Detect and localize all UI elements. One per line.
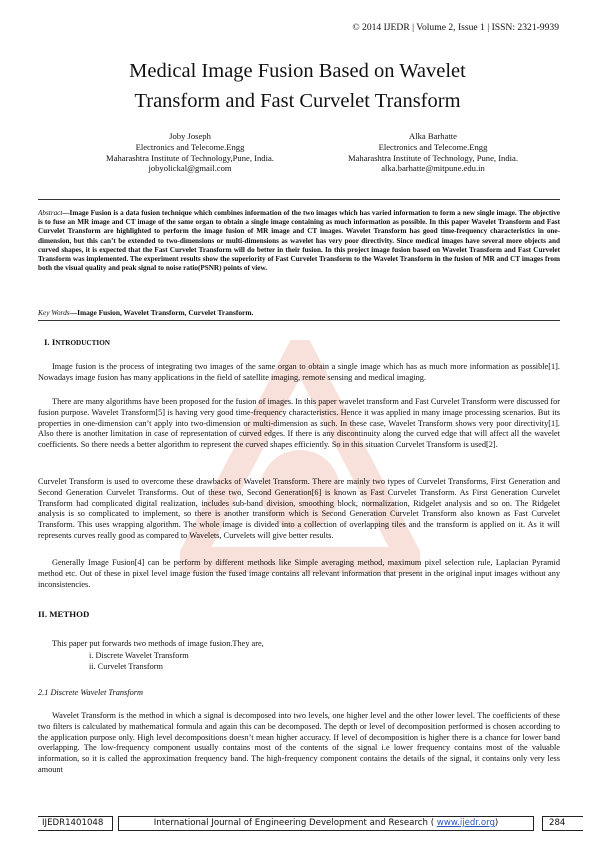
author-email[interactable]: alka.barhatte@mitpune.edu.in: [381, 163, 485, 174]
title-line-1: Medical Image Fusion Based on Wavelet: [129, 60, 466, 82]
paper-title: [0, 56, 595, 116]
dwt-paragraph: Wavelet Transform is the method in which a signal is decomposed into two levels, one higher level and the other lower level. The coefficients of these two filters is calculated by mathematical formula and again this can be decomposed. The depth or level of decomposition performed is chosen according to the application purpose only. High level decompositions doesn’t mean higher accuracy. If level of decomposition is higher there is a chance for lower band overlapping. The low-frequency component usually contains most of the contents of the signal i.e lower frequency contains most of the valuable information, so it is called the approximation frequency band. The high-frequency component contains the details of the signal, it contains only very less amount: [38, 711, 560, 774]
author-institute: Maharashtra Institute of Technology, Pune, India.: [347, 152, 519, 163]
page-footer: [38, 816, 566, 830]
list-item: ii. Curvelet Transform: [89, 661, 163, 671]
author-block-2: [323, 131, 543, 174]
keywords: [38, 308, 560, 317]
author-dept: Electronics and Telecome.Engg: [378, 141, 488, 152]
paper-id: IJEDR1401048: [38, 816, 113, 831]
page-number: 284: [542, 816, 583, 831]
author-email[interactable]: jobyolickal@gmail.com: [148, 163, 232, 174]
journal-name: International Journal of Engineering Development and Research ( www.ijedr.org): [118, 816, 534, 831]
intro-paragraph-1: Image fusion is the process of integrating two images of the same organ to obtain a single image which has as much more information as possible[1]. Nowadays image fusion has many applications in the field of satellite imaging, remote sensing and medical imaging.: [38, 362, 560, 382]
author-name: Alka Barhatte: [409, 131, 457, 141]
section-heading-introduction: I. INTRODUCTION: [44, 337, 110, 347]
journal-info: © 2014 IJEDR | Volume 2, Issue 1 | ISSN: 2321-9939: [352, 22, 559, 33]
journal-link[interactable]: www.ijedr.org: [436, 818, 495, 828]
abstract-label: Abstract: [38, 209, 63, 217]
title-line-2: Transform and Fast Curvelet Transform: [134, 90, 461, 112]
intro-paragraph-2: There are many algorithms have been proposed for the fusion of images. In this paper wavelet transform and Fast Curvelet Transform were discussed for fusion purpose. Wavelet Transform[5] is having very good time-frequency characteristics. Hence it was applied in many image processing scenarios. But its properties in one-dimension can’t apply into two-dimension or multi-dimension as such. In these case, Wavelet Transform shows very poor directivity[1]. Also there is another limitation in case of representation of curved edges. If there is any discontinuity along the curved edge that will affect all the wavelet coefficients. So there needs a better algorithm to represent the curved shapes efficiently. So in this situation Curvelet Transform is used[2].: [38, 397, 560, 450]
keywords-bottom-rule: [38, 320, 560, 321]
author-name: Joby Joseph: [169, 131, 211, 141]
subsection-heading: 2.1 Discrete Wavelet Transform: [38, 688, 143, 697]
intro-paragraph-3: Curvelet Transform is used to overcome these drawbacks of Wavelet Transform. There are mainly two types of Curvelet Transforms, First Generation and Second Generation Curvelet Transforms. Out of these two, Second Generation[6] is known as Fast Curvelet Transform. As First Generation Curvelet Transform had complicated digital realization, includes sub-band division, smoothing block, normalization, Ridgelet analysis and so on. The Ridgelet analysis is so complicated to implement, so there is another transform which is Second Generation Curvelet Transform also known as Fast Curvelet Transform. This uses wrapping algorithm. The whole image is divided into a collection of overlapping tiles and the transform is applied on it. As it will represents curves really good as compared to Wavelets, Curvelets will give better results.: [38, 477, 560, 540]
keywords-text: —Image Fusion, Wavelet Transform, Curvelet Transform.: [69, 308, 254, 317]
intro-paragraph-4: Generally Image Fusion[4] can be perform by different methods like Simple averaging method, maximum pixel selection rule, Laplacian Pyramid method etc. Out of these in pixel level image fusion the fused image contains all relevant information that present in the original input images without any inconsistencies.: [38, 558, 560, 589]
abstract-text: —Image Fusion is a data fusion technique which combines information of the two images which has varied information to form a new single image. The objective is to fuse an MR image and CT image of the same organ to obtain a single image containing as much information as possible. In this paper Wavelet Transform and Fast Curvelet Transform are highlighted to perform the image fusion of MR image and CT images. Wavelet Transform has good time-frequency characteristics in one-dimension, but this can’t be extended to two-dimensions or multi-dimensions as wavelet has very poor directivity. Since medical images have several more objects and curved shapes, it is expected that the Fast Curvelet Transform will do better in their fusion. In this project image fusion based on Wavelet Transform and Fast Curvelet Transform was implemented. The experiment results show the superiority of Fast Curvelet Transform to the Wavelet Transform in the fusion of MR and CT images from both the visual quality and peak signal to noise ratio(PSNR) points of view.: [38, 209, 560, 273]
abstract-top-rule: [38, 199, 560, 200]
author-block-1: [80, 131, 300, 174]
list-item: i. Discrete Wavelet Transform: [89, 651, 189, 660]
keywords-label: Key Words: [38, 308, 70, 317]
method-intro: This paper put forwards two methods of image fusion.They are,: [52, 639, 264, 648]
method-list: [89, 651, 189, 673]
abstract: [38, 209, 560, 273]
author-dept: Electronics and Telecome.Engg: [135, 141, 245, 152]
section-heading-method: II. METHOD: [38, 609, 90, 619]
author-institute: Maharashtra Institute of Technology,Pune, India.: [106, 152, 274, 163]
